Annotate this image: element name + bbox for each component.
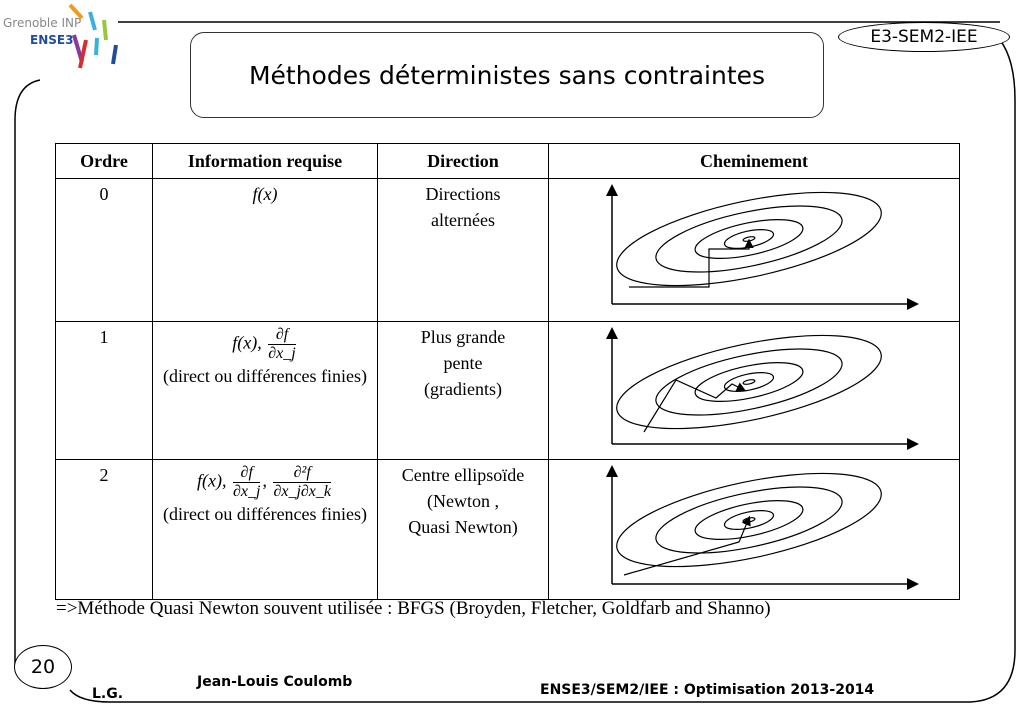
cell-info-note: (direct ou différences finies) [162,366,368,386]
cell-info: f(x), [197,470,227,491]
cell-ordre: 2 [56,460,153,600]
logo-ense3: ENSE3 [30,33,74,47]
cell-direction: Plus grande [420,327,506,347]
note-text: =>Méthode Quasi Newton souvent utilisée : BFGS (Broyden, Fletcher, Goldfarb and Shanno) [56,598,771,619]
footer-author: Jean-Louis Coulomb [197,674,353,690]
footer-initials: L.G. [92,686,124,702]
partial-derivative: $\frac{\partial f}{\partial x\_j}$ [268,326,296,362]
cell-info-note: (direct ou différences finies) [162,504,368,524]
table-header-row [56,144,960,179]
path-diagram-alternating [554,179,954,314]
cell-direction: Directions [425,184,501,204]
table-row: 2 f(x), $\frac{\partial f}{\partial x\_j}$ , $\frac{\text{∂²f}}{\partial x\_j\partial x\_k}$ (direct ou différences finies) Centre ellipsoïde (Newton , Quasi Newton) [56,460,960,600]
footer-course: ENSE3/SEM2/IEE : Optimisation 2013-2014 [540,682,875,698]
course-badge: E3-SEM2-IEE [838,22,1010,52]
cell-ordre: 1 [56,322,153,460]
path-diagram-newton [554,460,954,592]
path-diagram-gradient [554,322,954,452]
cell-direction: (Newton , [427,491,499,511]
slide-title: Méthodes déterministes sans contraintes [190,32,824,118]
cell-direction: Centre ellipsoïde [401,465,525,485]
header-direction: Direction [378,144,549,179]
partial-derivative: $\frac{\partial f}{\partial x\_j}$ [232,464,261,500]
logo-stripes-icon [70,5,116,68]
cell-direction: alternées [431,210,495,230]
cell-direction: (gradients) [424,379,502,399]
page-number: 20 [14,645,72,689]
table-row [56,322,960,460]
second-derivative: $\frac{\text{∂²f}}{\partial x\_j\partial x\_k}$ [273,464,331,500]
table-row [56,179,960,322]
logo-text: Grenoble INP [3,16,82,30]
header-ordre: Ordre [56,144,153,179]
header-info: Information requise [153,144,378,179]
cell-direction: pente [443,353,483,373]
cell-info: f(x), [232,332,262,353]
methods-table [55,143,960,600]
cell-ordre: 0 [56,179,153,322]
cell-info: f(x) [252,184,278,204]
header-cheminement: Cheminement [549,144,960,179]
cell-direction: Quasi Newton) [408,517,518,537]
